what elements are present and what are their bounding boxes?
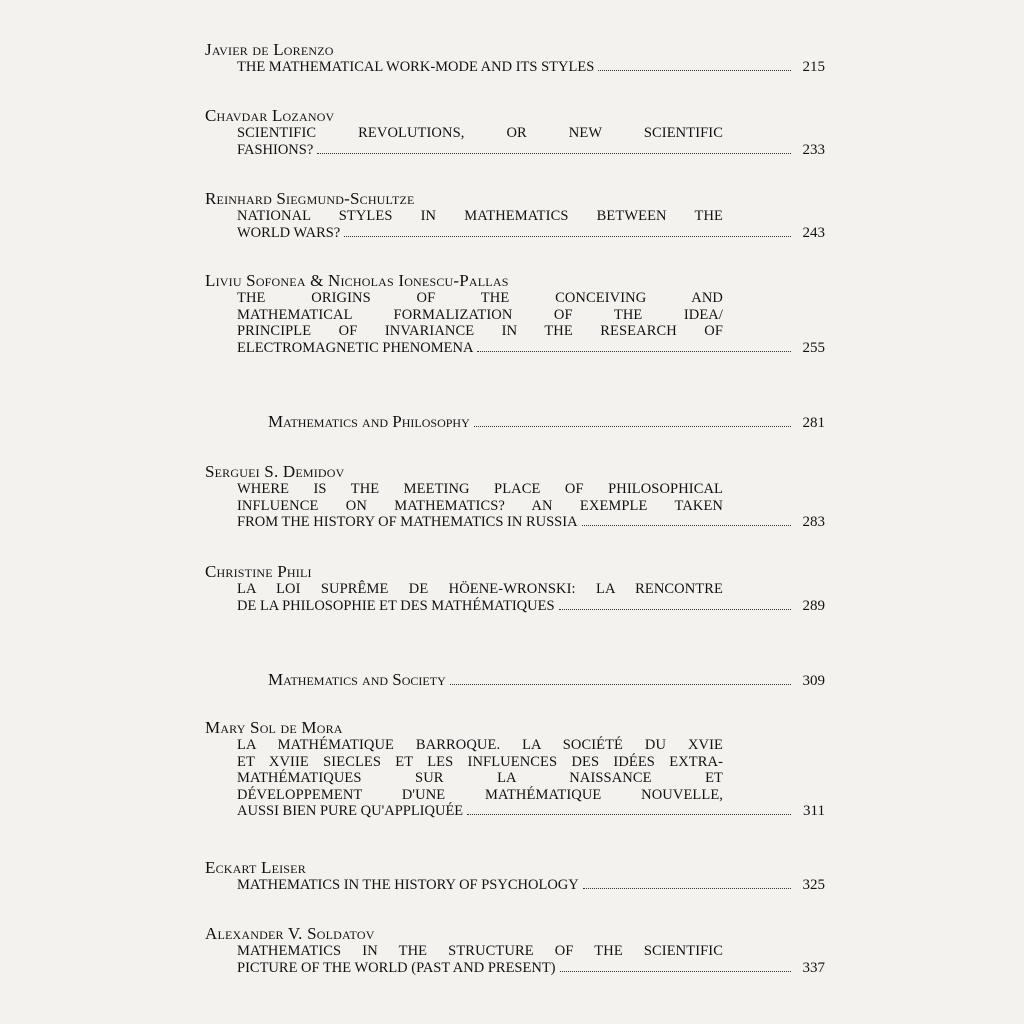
entry-title-last-line (237, 340, 825, 357)
section-heading (268, 670, 825, 690)
entry-author: Liviu Sofonea & Nicholas Ionescu-Pallas (205, 271, 509, 290)
page-number: 311 (803, 803, 825, 819)
page-number: 243 (802, 224, 825, 241)
entry-title: MATHEMATICS IN THE HISTORY OF PSYCHOLOGY (237, 877, 579, 893)
toc-entry (205, 858, 825, 894)
page-number: 309 (802, 673, 825, 689)
section-title: Mathematics and Philosophy (268, 412, 470, 431)
page-number: 233 (802, 141, 825, 158)
entry-title-line: MATHEMATICS IN THE STRUCTURE OF THE SCIENTIFIC (237, 943, 723, 959)
entry-author: Alexander V. Soldatov (205, 924, 375, 943)
toc-entry (205, 718, 825, 820)
page-number: 255 (802, 339, 825, 356)
dot-leader (467, 813, 791, 815)
dot-leader (598, 69, 791, 71)
page-number: 215 (802, 59, 825, 75)
entry-title-block (237, 125, 723, 142)
entry-title-block (237, 290, 723, 340)
dot-leader (583, 887, 791, 889)
dot-leader (559, 608, 791, 610)
entry-title: AUSSI BIEN PURE QU'APPLIQUÉE (237, 803, 464, 819)
entry-title-line: LA MATHÉMATIQUE BARROQUE. LA SOCIÉTÉ DU XVIE (237, 737, 723, 753)
entry-title: THE MATHEMATICAL WORK-MODE AND ITS STYLES (237, 59, 595, 75)
dot-leader (317, 152, 791, 154)
entry-title-line: PRINCIPLE OF INVARIANCE IN THE RESEARCH OF (237, 323, 723, 339)
entry-title-block (237, 943, 723, 960)
entry-title: PICTURE OF THE WORLD (PAST AND PRESENT) (237, 959, 556, 976)
entry-title-line: WHERE IS THE MEETING PLACE OF PHILOSOPHICAL (237, 481, 723, 497)
entry-title-line: LA LOI SUPRÊME DE HÖENE-WRONSKI: LA RENCONTRE (237, 581, 723, 597)
entry-title-last-line (237, 598, 825, 615)
entry-title-last-line (237, 960, 825, 977)
entry-title-last-line (237, 225, 825, 242)
toc-entry (205, 924, 825, 977)
entry-author: Serguei S. Demidov (205, 462, 345, 481)
toc-entry (205, 562, 825, 615)
page-number: 325 (802, 877, 825, 893)
section-title: Mathematics and Society (268, 670, 446, 689)
entry-title-last-line (237, 803, 825, 820)
dot-leader (560, 970, 791, 972)
entry-title-line: SCIENTIFIC REVOLUTIONS, OR NEW SCIENTIFIC (237, 125, 723, 141)
entry-title-line: INFLUENCE ON MATHEMATICS? AN EXEMPLE TAKEN (237, 497, 723, 514)
page-number: 281 (802, 415, 825, 431)
toc-entry (205, 271, 825, 357)
entry-author: Reinhard Siegmund-Schultze (205, 189, 415, 208)
page-number: 289 (802, 597, 825, 614)
dot-leader (477, 350, 791, 352)
toc-entry (205, 462, 825, 531)
toc-entry (205, 40, 825, 76)
entry-title-last-line (237, 142, 825, 159)
entry-title-line: ET XVIIE SIECLES ET LES INFLUENCES DES IDÉES EXTRA- (237, 753, 723, 770)
entry-title-line: THE ORIGINS OF THE CONCEIVING AND (237, 290, 723, 306)
section-heading (268, 412, 825, 432)
entry-title-block (237, 481, 723, 514)
dot-leader (450, 683, 791, 685)
dot-leader (474, 425, 791, 427)
entry-title-last-line (237, 514, 825, 531)
entry-title-last-line (237, 877, 825, 894)
entry-title-block (237, 737, 723, 803)
toc-entry (205, 189, 825, 242)
dot-leader (582, 524, 791, 526)
entry-title: DE LA PHILOSOPHIE ET DES MATHÉMATIQUES (237, 597, 555, 614)
entry-title: FASHIONS? (237, 141, 314, 158)
entry-title: ELECTROMAGNETIC PHENOMENA (237, 339, 474, 356)
entry-title-line: MATHEMATICAL FORMALIZATION OF THE IDEA/ (237, 306, 723, 323)
entry-author: Eckart Leiser (205, 858, 306, 877)
entry-title: FROM THE HISTORY OF MATHEMATICS IN RUSSIA (237, 514, 578, 530)
entry-author: Javier de Lorenzo (205, 40, 334, 59)
toc-entry (205, 106, 825, 159)
entry-title-line: DÉVELOPPEMENT D'UNE MATHÉMATIQUE NOUVELLE, (237, 786, 723, 803)
entry-author: Christine Phili (205, 562, 312, 581)
page-number: 337 (802, 959, 825, 976)
entry-title-block (237, 581, 723, 598)
entry-author: Chavdar Lozanov (205, 106, 335, 125)
entry-title-line: MATHÉMATIQUES SUR LA NAISSANCE ET (237, 770, 723, 786)
entry-title: WORLD WARS? (237, 224, 341, 241)
entry-title-last-line (237, 59, 825, 76)
entry-author: Mary Sol de Mora (205, 718, 343, 737)
dot-leader (344, 235, 791, 237)
entry-title-block (237, 208, 723, 225)
entry-title-line: NATIONAL STYLES IN MATHEMATICS BETWEEN THE (237, 208, 723, 224)
page-number: 283 (802, 514, 825, 530)
